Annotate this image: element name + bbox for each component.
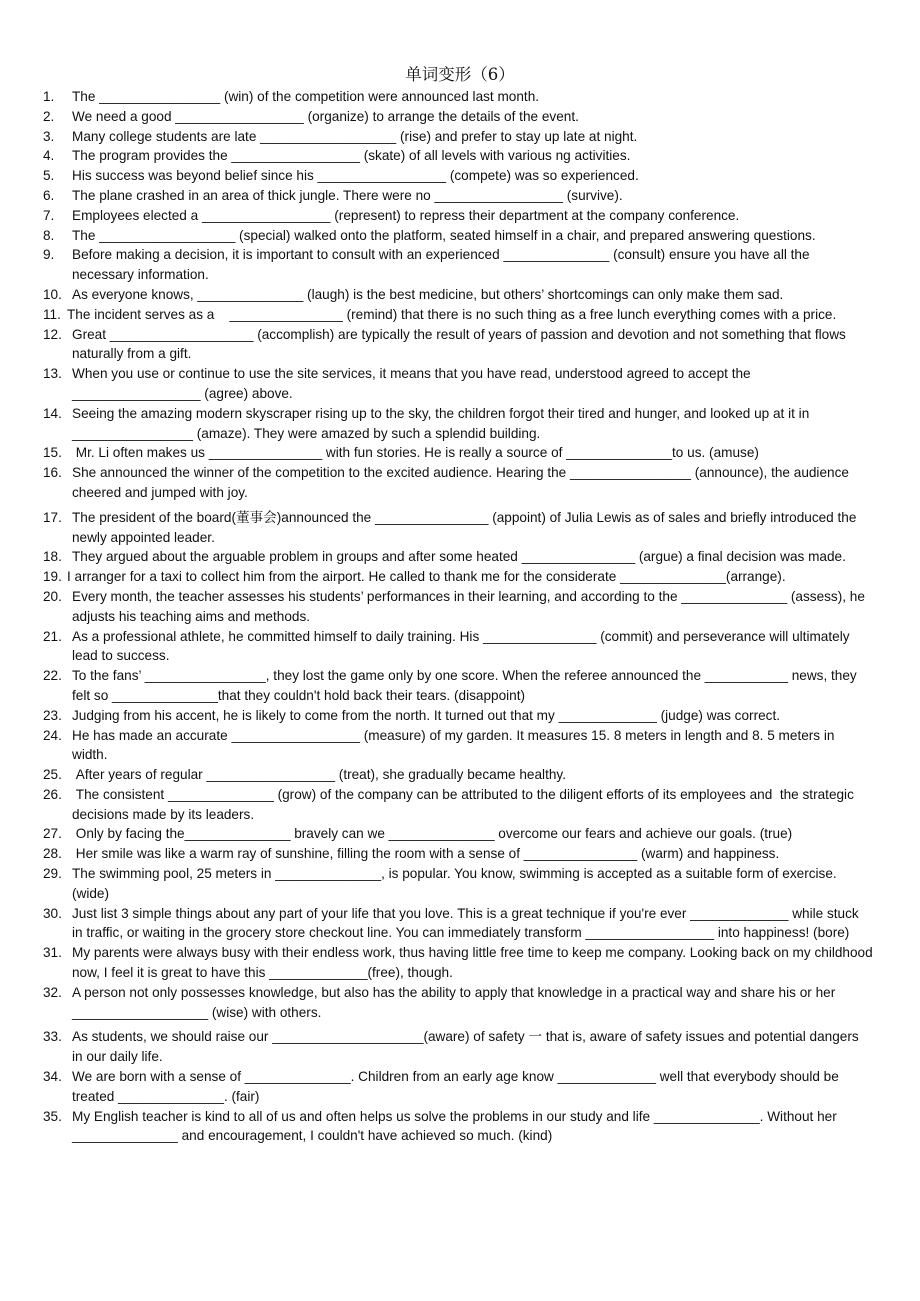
item-number: 14. bbox=[43, 405, 62, 421]
exercise-item bbox=[43, 166, 873, 186]
exercise-item bbox=[43, 706, 873, 726]
item-text: After years of regular _________________ (treat), she gradually became healthy. bbox=[72, 767, 566, 783]
item-number: 18. bbox=[43, 549, 62, 565]
exercise-item bbox=[43, 844, 873, 864]
exercise-item bbox=[43, 325, 873, 365]
item-number: 20. bbox=[43, 588, 62, 604]
item-text: Her smile was like a warm ray of sunshine, filling the room with a sense of _______________ (warm) and happiness. bbox=[72, 846, 780, 862]
item-text: The incident serves as a _______________ (remind) that there is no such thing as a free lunch everything comes with a price. bbox=[67, 306, 837, 322]
exercise-item bbox=[43, 943, 877, 983]
item-text: We need a good _________________ (organize) to arrange the details of the event. bbox=[72, 108, 579, 124]
exercise-item bbox=[43, 404, 873, 444]
item-text: The ________________ (win) of the competition were announced last month. bbox=[72, 89, 540, 104]
item-text: Judging from his accent, he is likely to come from the north. It turned out that my _____________ (judge) was correct. bbox=[72, 707, 781, 723]
exercise-item bbox=[43, 226, 873, 246]
exercise-item bbox=[43, 107, 873, 127]
item-number: 22. bbox=[43, 668, 62, 684]
item-number: 33. bbox=[43, 1029, 62, 1045]
item-text: He has made an accurate _________________ (measure) of my garden. It measures 15. 8 meters in length and 8. 5 meters in width. bbox=[72, 727, 839, 763]
item-number: 13. bbox=[43, 366, 62, 382]
exercise-item bbox=[43, 547, 873, 567]
item-text: When you use or continue to use the site services, it means that you have read, understood agreed to accept the _________________ (agree) above. bbox=[72, 366, 755, 401]
exercise-item bbox=[43, 864, 873, 904]
item-number: 2. bbox=[43, 108, 55, 124]
item-number: 32. bbox=[43, 984, 62, 1000]
item-text: Employees elected a _________________ (represent) to repress their department at the company conference. bbox=[72, 207, 740, 223]
exercise-item bbox=[43, 765, 873, 785]
item-number: 35. bbox=[43, 1108, 62, 1124]
item-number: 6. bbox=[43, 187, 55, 203]
item-text: She announced the winner of the competition to the excited audience. Hearing the ________________ (announce), the audience cheered and jumped with joy. bbox=[72, 465, 853, 500]
exercise-item bbox=[43, 443, 873, 463]
exercise-item bbox=[43, 904, 873, 944]
exercise-item bbox=[43, 726, 873, 766]
item-number: 7. bbox=[43, 207, 55, 223]
item-text: The program provides the _________________ (skate) of all levels with various ng activities. bbox=[72, 148, 631, 164]
item-text: My English teacher is kind to all of us and often helps us solve the problems in our study and life ______________. Without her ______________ and encouragement, I couldn't have achieved so much. (kind) bbox=[72, 1108, 841, 1144]
item-text: As everyone knows, ______________ (laugh) is the best medicine, but others’ shortcomings can only make them sad. bbox=[72, 286, 784, 302]
item-text: Great ___________________ (accomplish) are typically the result of years of passion and devotion and not something that flows naturally from a gift. bbox=[72, 326, 850, 362]
item-number: 28. bbox=[43, 846, 62, 862]
exercise-item bbox=[43, 245, 873, 285]
exercise-item bbox=[43, 587, 873, 627]
item-text: Every month, the teacher assesses his students’ performances in their learning, and according to the ______________ (assess), he adjusts his teaching aims and methods. bbox=[72, 588, 869, 624]
item-text: My parents were always busy with their endless work, thus having little free time to keep me company. Looking back on my childhood now, I feel it is great to have this _____________(free), though. bbox=[72, 945, 877, 981]
item-number: 12. bbox=[43, 326, 62, 342]
item-text: His success was beyond belief since his _________________ (compete) was so experienced. bbox=[72, 168, 639, 184]
exercise-item bbox=[43, 824, 873, 844]
item-number: 16. bbox=[43, 465, 62, 481]
item-number: 34. bbox=[43, 1069, 62, 1085]
item-number: 31. bbox=[43, 945, 62, 961]
item-number: 23. bbox=[43, 707, 62, 723]
item-text: The plane crashed in an area of thick jungle. There were no _________________ (survive). bbox=[72, 187, 623, 203]
item-number: 25. bbox=[43, 767, 62, 783]
exercise-item bbox=[43, 508, 873, 548]
item-text: As students, we should raise our ____________________(aware) of safety 一 that is, aware of safety issues and potential dangers in our daily life. bbox=[72, 1029, 863, 1065]
item-text: Before making a decision, it is important to consult with an experienced ______________ (consult) ensure you have all the necessary information. bbox=[72, 247, 814, 283]
item-number: 19. bbox=[43, 569, 62, 585]
exercise-item bbox=[43, 567, 873, 587]
item-text: The swimming pool, 25 meters in ______________, is popular. You know, swimming is accepted as a suitable form of exercise. (wide) bbox=[72, 866, 841, 901]
item-text: A person not only possesses knowledge, but also has the ability to apply that knowledge in a practical way and share his or her __________________ (wise) with others. bbox=[72, 984, 839, 1020]
exercise-item bbox=[43, 127, 873, 147]
exercise-item bbox=[43, 206, 873, 226]
exercise-item bbox=[43, 785, 873, 825]
item-number: 9. bbox=[43, 247, 55, 263]
item-text: Many college students are late __________________ (rise) and prefer to stay up late at night. bbox=[72, 128, 638, 144]
item-text: Mr. Li often makes us _______________ with fun stories. He is really a source of ______________to us. (amuse) bbox=[72, 445, 759, 461]
item-number: 5. bbox=[43, 168, 55, 184]
item-number: 8. bbox=[43, 227, 55, 243]
exercise-item bbox=[43, 627, 873, 667]
item-number: 27. bbox=[43, 826, 62, 842]
exercise-list bbox=[43, 87, 877, 1146]
item-text: We are born with a sense of ______________. Children from an early age know _____________ well that everybody should be treated ______________. (fair) bbox=[72, 1069, 843, 1104]
item-number: 30. bbox=[43, 905, 62, 921]
item-text: To the fans’ ________________, they lost the game only by one score. When the referee announced the ___________ news, they felt so ______________that they couldn't hold back their tears. (disappoint) bbox=[72, 668, 861, 703]
item-number: 1. bbox=[43, 89, 55, 104]
item-text: The __________________ (special) walked onto the platform, seated himself in a chair, and prepared answering questions. bbox=[72, 227, 816, 243]
exercise-item bbox=[43, 666, 873, 706]
item-text: Just list 3 simple things about any part of your life that you love. This is a great technique if you're ever _____________ while stuck in traffic, or waiting in the grocery store checkout line. You can immediately transform _________________ into happiness! (bore) bbox=[72, 905, 863, 941]
exercise-item bbox=[43, 285, 873, 305]
exercise-item bbox=[43, 1027, 873, 1067]
exercise-item bbox=[43, 146, 873, 166]
item-number: 24. bbox=[43, 727, 62, 743]
item-text: Seeing the amazing modern skyscraper rising up to the sky, the children forgot their tired and hunger, and looked up at it in ________________ (amaze). They were amazed by such a splendid building. bbox=[72, 405, 814, 441]
item-number: 11. bbox=[43, 306, 61, 322]
item-text: The president of the board(董事会)announced the _______________ (appoint) of Julia Lewis as of sales and briefly introduced the newly appointed leader. bbox=[72, 509, 861, 545]
exercise-item bbox=[43, 87, 873, 107]
exercise-item bbox=[43, 1107, 873, 1147]
exercise-item bbox=[43, 463, 873, 503]
item-number: 15. bbox=[43, 445, 62, 461]
exercise-item bbox=[43, 983, 873, 1023]
item-number: 29. bbox=[43, 866, 62, 882]
exercise-item bbox=[43, 1067, 873, 1107]
item-text: I arranger for a taxi to collect him from the airport. He called to thank me for the considerate ______________(arrange). bbox=[67, 569, 786, 585]
item-number: 21. bbox=[43, 628, 62, 644]
item-number: 4. bbox=[43, 148, 55, 164]
item-text: Only by facing the______________ bravely can we ______________ overcome our fears and achieve our goals. (true) bbox=[72, 826, 793, 842]
item-number: 26. bbox=[43, 786, 62, 802]
exercise-item bbox=[43, 305, 873, 325]
item-text: As a professional athlete, he committed himself to daily training. His _______________ (commit) and perseverance will ultimately lead to success. bbox=[72, 628, 854, 664]
exercise-item bbox=[43, 364, 873, 404]
item-text: They argued about the arguable problem in groups and after some heated _______________ (argue) a final decision was made. bbox=[72, 549, 846, 565]
exercise-item bbox=[43, 186, 873, 206]
item-number: 17. bbox=[43, 509, 62, 525]
item-number: 3. bbox=[43, 128, 55, 144]
item-text: The consistent ______________ (grow) of the company can be attributed to the diligent efforts of its employees and the strategic decisions made by its leaders. bbox=[72, 786, 858, 822]
item-number: 10. bbox=[43, 286, 62, 302]
page-title: 单词变形（6） bbox=[405, 65, 515, 84]
